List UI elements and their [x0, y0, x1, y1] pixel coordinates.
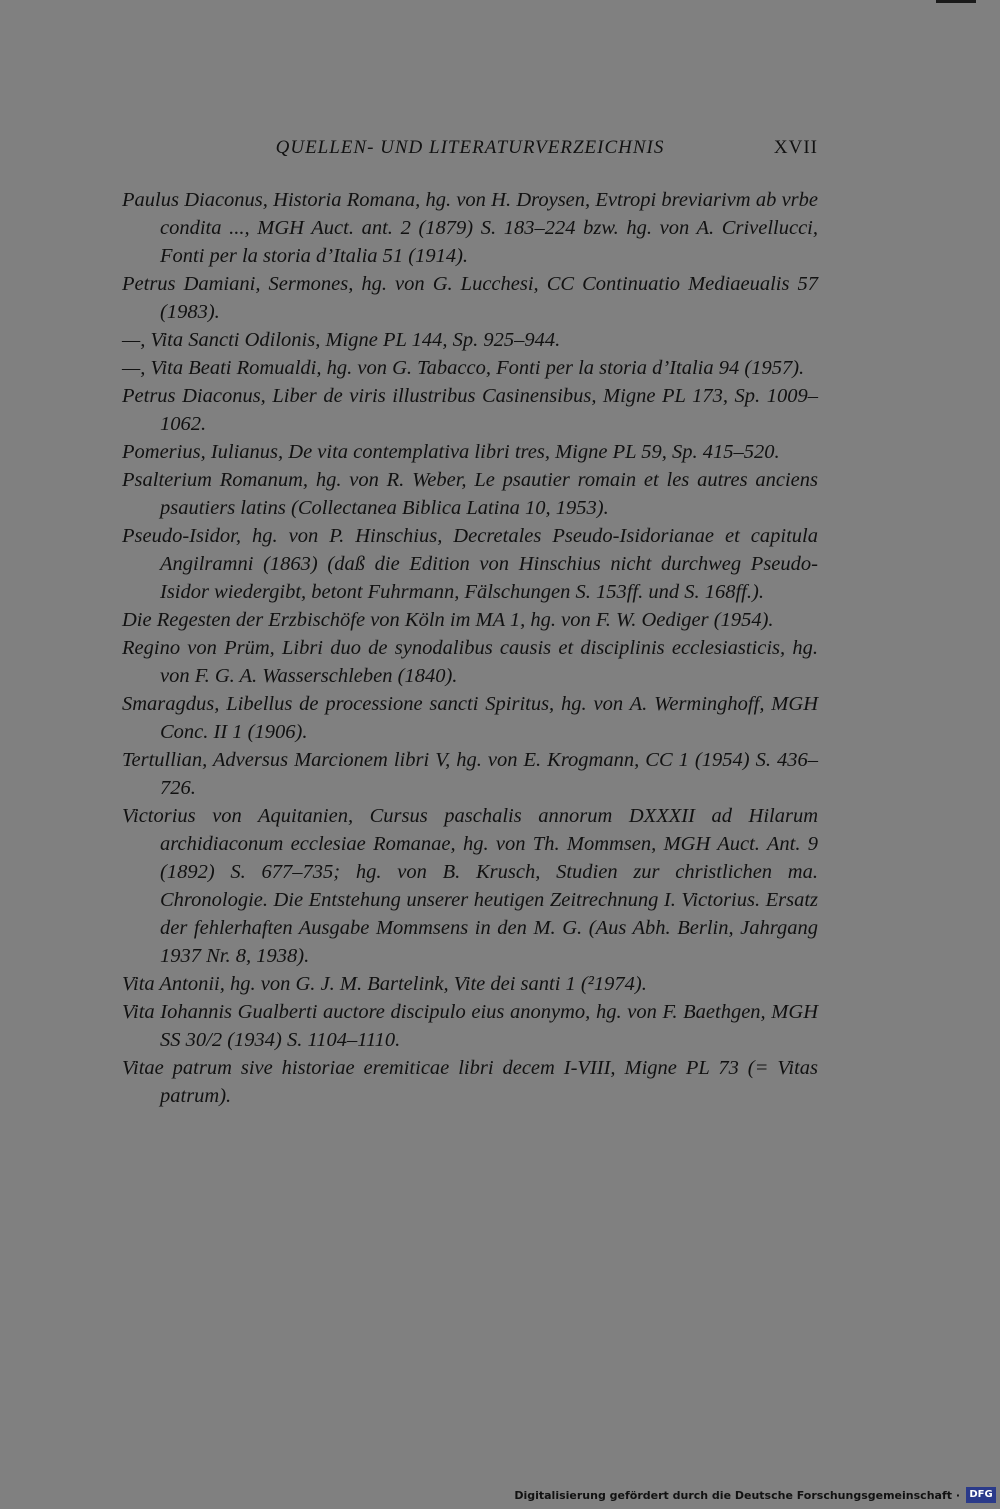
bibliography-entry: Petrus Diaconus, Liber de viris illustribus Casinensibus, Migne PL 173, Sp. 1009–1062. — [122, 385, 818, 435]
bibliography-entry: Psalterium Romanum, hg. von R. Weber, Le psautier romain et les autres anciens psautiers latins (Collectanea Biblica Latina 10, 1953). — [122, 469, 818, 519]
bibliography-entry: Pomerius, Iulianus, De vita contemplativa libri tres, Migne PL 59, Sp. 415–520. — [122, 441, 780, 463]
bibliography-entry: Victorius von Aquitanien, Cursus paschalis annorum DXXXII ad Hilarum archidiaconum ecclesiae Romanae, hg. von Th. Mommsen, MGH Auct. Ant. 9 (1892) S. 677–735; hg. von B. Krusch, Studien zur christlichen ma. Chronologie. Die Entstehung unserer heutigen Zeitrechnung I. Victorius. Ersatz der fehlerhaften Ausgabe Mommsens in den M. G. (Aus Abh. Berlin, Jahrgang 1937 Nr. 8, 1938). — [122, 805, 818, 967]
page-number: XVII — [773, 137, 818, 158]
page-title: QUELLEN- UND LITERATURVERZEICHNIS — [275, 137, 665, 158]
bibliography-entry: Vita Iohannis Gualberti auctore discipulo eius anonymo, hg. von F. Baethgen, MGH SS 30/2 (1934) S. 1104–1110. — [122, 1001, 818, 1051]
bibliography-entry: Die Regesten der Erzbischöfe von Köln im MA 1, hg. von F. W. Oediger (1954). — [122, 609, 774, 631]
funding-note: Digitalisierung gefördert durch die Deutsche Forschungsgemeinschaft · — [514, 1489, 960, 1502]
scan-corner-mark — [936, 0, 976, 3]
bibliography-entry: Vita Antonii, hg. von G. J. M. Bartelink, Vite dei santi 1 (²1974). — [122, 973, 647, 995]
bibliography-list — [122, 186, 818, 1110]
bibliography-entry: —, Vita Beati Romualdi, hg. von G. Tabacco, Fonti per la storia d’Italia 94 (1957). — [122, 357, 805, 379]
bibliography-entry: Paulus Diaconus, Historia Romana, hg. von H. Droysen, Evtropi breviarivm ab vrbe condita ..., MGH Auct. ant. 2 (1879) S. 183–224 bzw. hg. von A. Crivellucci, Fonti per la storia d’Italia 51 (1914). — [122, 189, 818, 267]
bibliography-entry: Vitae patrum sive historiae eremiticae libri decem I-VIII, Migne PL 73 (= Vitas patrum). — [122, 1057, 818, 1107]
bibliography-entry: Regino von Prüm, Libri duo de synodalibus causis et disciplinis ecclesiasticis, hg. von F. G. A. Wasserschleben (1840). — [122, 637, 818, 687]
bibliography-entry: Pseudo-Isidor, hg. von P. Hinschius, Decretales Pseudo-Isidorianae et capitula Angilramni (1863) (daß die Edition von Hinschius nicht durchweg Pseudo-Isidor wiedergibt, betont Fuhrmann, Fälschungen S. 153ff. und S. 168ff.). — [122, 525, 818, 603]
bibliography-entry: Smaragdus, Libellus de processione sancti Spiritus, hg. von A. Werminghoff, MGH Conc. II 1 (1906). — [122, 693, 818, 743]
running-head — [122, 137, 818, 167]
bibliography-entry: Tertullian, Adversus Marcionem libri V, hg. von E. Krogmann, CC 1 (1954) S. 436–726. — [122, 749, 818, 799]
bibliography-entry: —, Vita Sancti Odilonis, Migne PL 144, Sp. 925–944. — [122, 329, 561, 351]
dfg-logo: DFG — [966, 1487, 996, 1503]
bibliography-entry: Petrus Damiani, Sermones, hg. von G. Lucchesi, CC Continuatio Mediaeualis 57 (1983). — [122, 273, 818, 323]
